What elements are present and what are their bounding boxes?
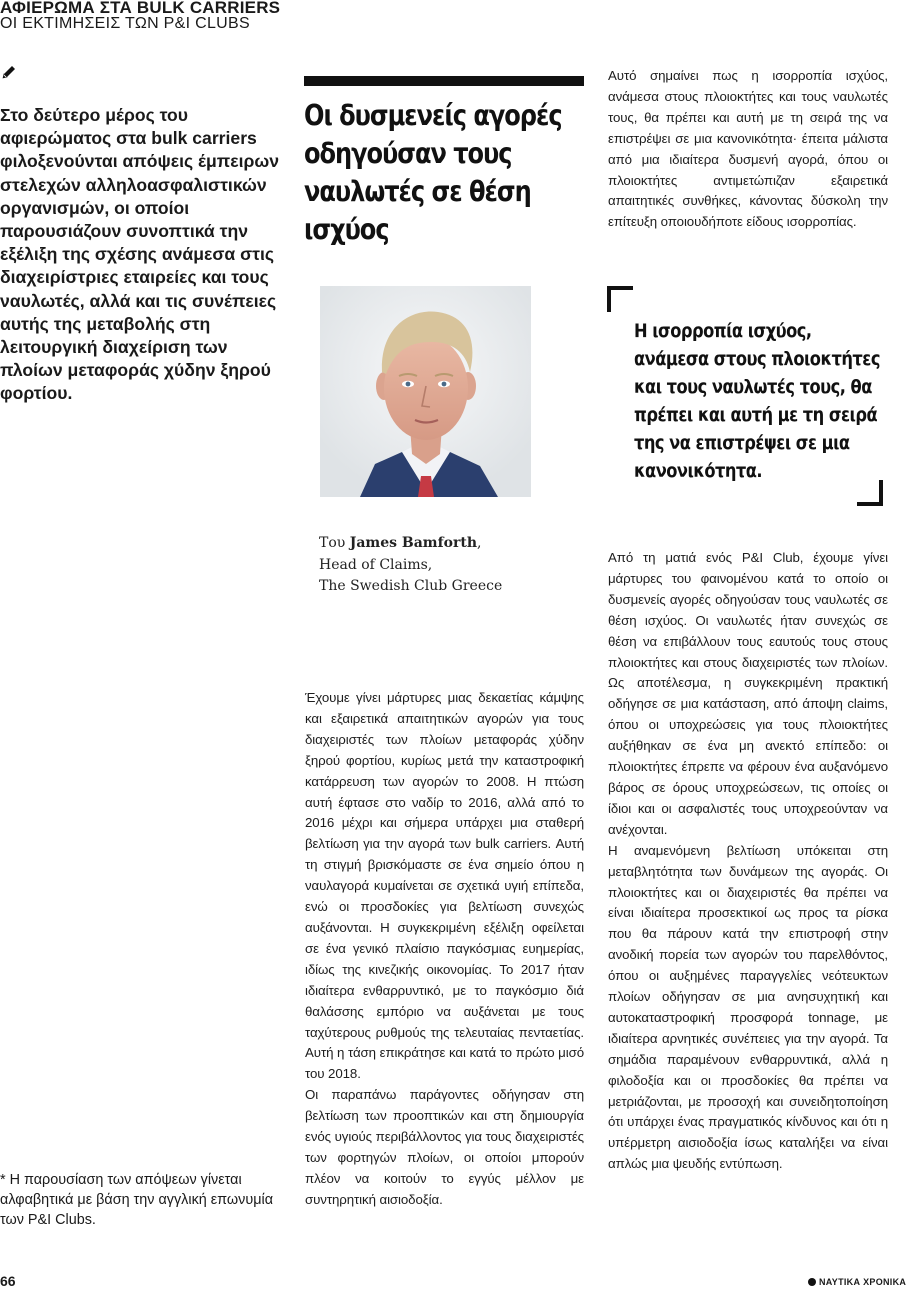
quote-close-bracket xyxy=(857,480,883,506)
author-name: James Bamforth xyxy=(349,535,478,551)
author-suffix: , xyxy=(477,535,482,551)
author-portrait xyxy=(320,286,531,497)
body-paragraph: Από τη ματιά ενός P&I Club, έχουμε γίνει μάρτυρες του φαινομένου κατά το οποίο οι δυσμενείς αγορές οδηγούσαν τους ναυλωτές σε θέση ισχύος. Οι ναυλωτές ήταν συνεχώς σε θέση να επιβάλλουν τους εαυτούς τους στους πλοιοκτήτες και στους διαχειριστές των πλοίων. Ως αποτέλεσμα, η συγκεκριμένη πρακτική οδήγησε σε μια κατάσταση, από άποψη claims, όπου οι υποχρεώσεις για τους πλοιοκτήτες αυξήθηκαν σε ένα μη ανεκτό επίπεδο: οι πλοιοκτήτες έπρεπε να φέρουν ένα αυξανόμενο βάρος σε όρους υποχρεώσεων, τις οποίες οι ίδιοι και οι ασφαλιστές τους υποχρεούνταν να ανέχονται. xyxy=(608,550,888,837)
body-paragraph: Έχουμε γίνει μάρτυρες μιας δεκαετίας κάμψης και εξαιρετικά απαιτητικών αγορών για τους διαχειριστές των πλοίων μεταφοράς χύδην ξηρού φορτίου, κυρίως μετά την καταστροφική κατάρρευση των αγορών το 2008. Η πτώση αυτή έφτασε στο ναδίρ το 2016, αλλά από το 2016 μέχρι και σήμερα υπάρχει μια σταθερή βελτίωση για την αγορά των bulk carriers. Αυτή τη στιγμή βρισκόμαστε σε ένα σημείο όπου η ναυλαγορά κυμαίνεται σε σχετικά υγιή επίπεδα, ενώ οι προσδοκίες για βελτίωση συνεχώς αυξάνονται. Η συγκεκριμένη εξέλιξη οφείλεται σε ένα γενικό πλαίσιο παγκόσμιας ευημερίας, ιδίως της κινεζικής οικονομίας. Το 2017 ήταν ιδιαίτερα ενθαρρυντικό, με το παγκόσμιο διά θαλάσσης εμπόριο να αυξάνεται με τους ταχύτερους ρυθμούς της τελευταίας πενταετίας. Αυτή η τάση επικράτησε και κατά το πρώτο μισό του 2018. xyxy=(305,690,584,1082)
body-column-right-bottom xyxy=(608,548,888,1175)
author-prefix: Του xyxy=(319,535,350,551)
lead-paragraph: Στο δεύτερο μέρος του αφιερώματος στα bulk carriers φιλοξενούνται απόψεις έμπειρων στελεχών αλληλοασφαλιστικών οργανισμών, οι οποίοι παρουσιάζουν συνοπτικά την εξέλιξη της σχέσης ανάμεσα στις διαχειρίστριες εταιρείες και τους ναυλωτές, αλλά και τις συνέπειες αυτής της μεταβολής στη λειτουργική διαχείριση των πλοίων μεταφοράς χύδην ξηρού φορτίου. xyxy=(0,105,279,404)
pencil-icon xyxy=(0,63,18,81)
headline-rule xyxy=(304,76,584,86)
quote-open-bracket xyxy=(607,286,633,312)
author-company: The Swedish Club Greece xyxy=(319,578,503,594)
section-title: ΑΦΙΕΡΩΜΑ ΣΤΑ BULK CARRIERS xyxy=(0,0,281,17)
footnote: * Η παρουσίαση των απόψεων γίνεται αλφαβητικά με βάση την αγγλική επωνυμία των P&I Clubs. xyxy=(0,1172,274,1228)
publication-name: ΝΑΥΤΙΚΑ ΧΡΟΝΙΚΑ xyxy=(819,1277,906,1287)
headline: Οι δυσμενείς αγορές οδηγούσαν τους ναυλωτές σε θέση ισχύος xyxy=(304,99,562,246)
body-paragraph: Η αναμενόμενη βελτίωση υπόκειται στη μεταβλητότητα των δυνάμεων της αγοράς. Οι πλοιοκτήτες και οι διαχειριστές θα πρέπει να είναι ιδιαίτερα προσεκτικοί ως προς τα ρίσκα που θα πάρουν κατά την επιστροφή στην ανοδική πορεία των αγορών του παρελθόντος, όπου οι αυξημένες παραγγελίες νεότευκτων πλοίων οδήγησαν σε μια ανησυχητική και αυτοκαταστροφική προσφορά tonnage, με ιδιαίτερα αρνητικές συνέπειες για την αγορά. Τα σημάδια παραμένουν ενθαρρυντικά, αλλά η φιλοδοξία και οι προσδοκίες θα πρέπει να μετριάζονται, με προσοχή και συνειδητοποίηση ότι υπάρχει ένας πραγματικός κίνδυνος και ότι η υπέρμετρη αισιοδοξία ίσως καταλήξει να είναι απλώς μια ψευδής εντύπωση. xyxy=(608,842,888,1172)
section-subtitle: ΟΙ ΕΚΤΙΜΗΣΕΙΣ ΤΩΝ P&I CLUBS xyxy=(0,15,250,32)
body-column-middle xyxy=(305,688,584,1211)
brand-logo-icon xyxy=(808,1278,816,1286)
author-byline xyxy=(319,533,569,598)
body-paragraph: Αυτό σημαίνει πως η ισορροπία ισχύος, ανάμεσα στους πλοιοκτήτες και τους ναυλωτές τους, θα πρέπει και αυτή με τη σειρά της να επιστρέψει σε μια κανονικότητα· έπειτα μάλιστα από μια ιδιαίτερα δυσμενή αγορά, όπου οι πλοιοκτήτες αντιμετώπιζαν εξαιρετικά απαιτητικές συνθήκες, κάνοντας δύσκολη την επίτευξη οποιουδήποτε είδους ισορροπίας. xyxy=(608,68,888,230)
body-paragraph: Οι παραπάνω παράγοντες οδήγησαν στη βελτίωση των προοπτικών και στη δημιουργία ενός υγιούς περιβάλλοντος για τους διαχειριστές των φορτηγών πλοίων, οι οποίοι μπορούν πλέον να κοιτούν το εγγύς μέλλον με συντηρητική αισιοδοξία. xyxy=(305,1087,584,1207)
body-column-right-top xyxy=(608,66,888,233)
pull-quote: Η ισορροπία ισχύος, ανάμεσα στους πλοιοκτήτες και τους ναυλωτές τους, θα πρέπει και αυτή με τη σειρά της να επιστρέψει σε μια κανονικότητα. xyxy=(634,321,880,482)
page-number: 66 xyxy=(0,1273,16,1289)
publication-brand xyxy=(808,1277,906,1287)
author-role: Head of Claims, xyxy=(319,556,433,573)
